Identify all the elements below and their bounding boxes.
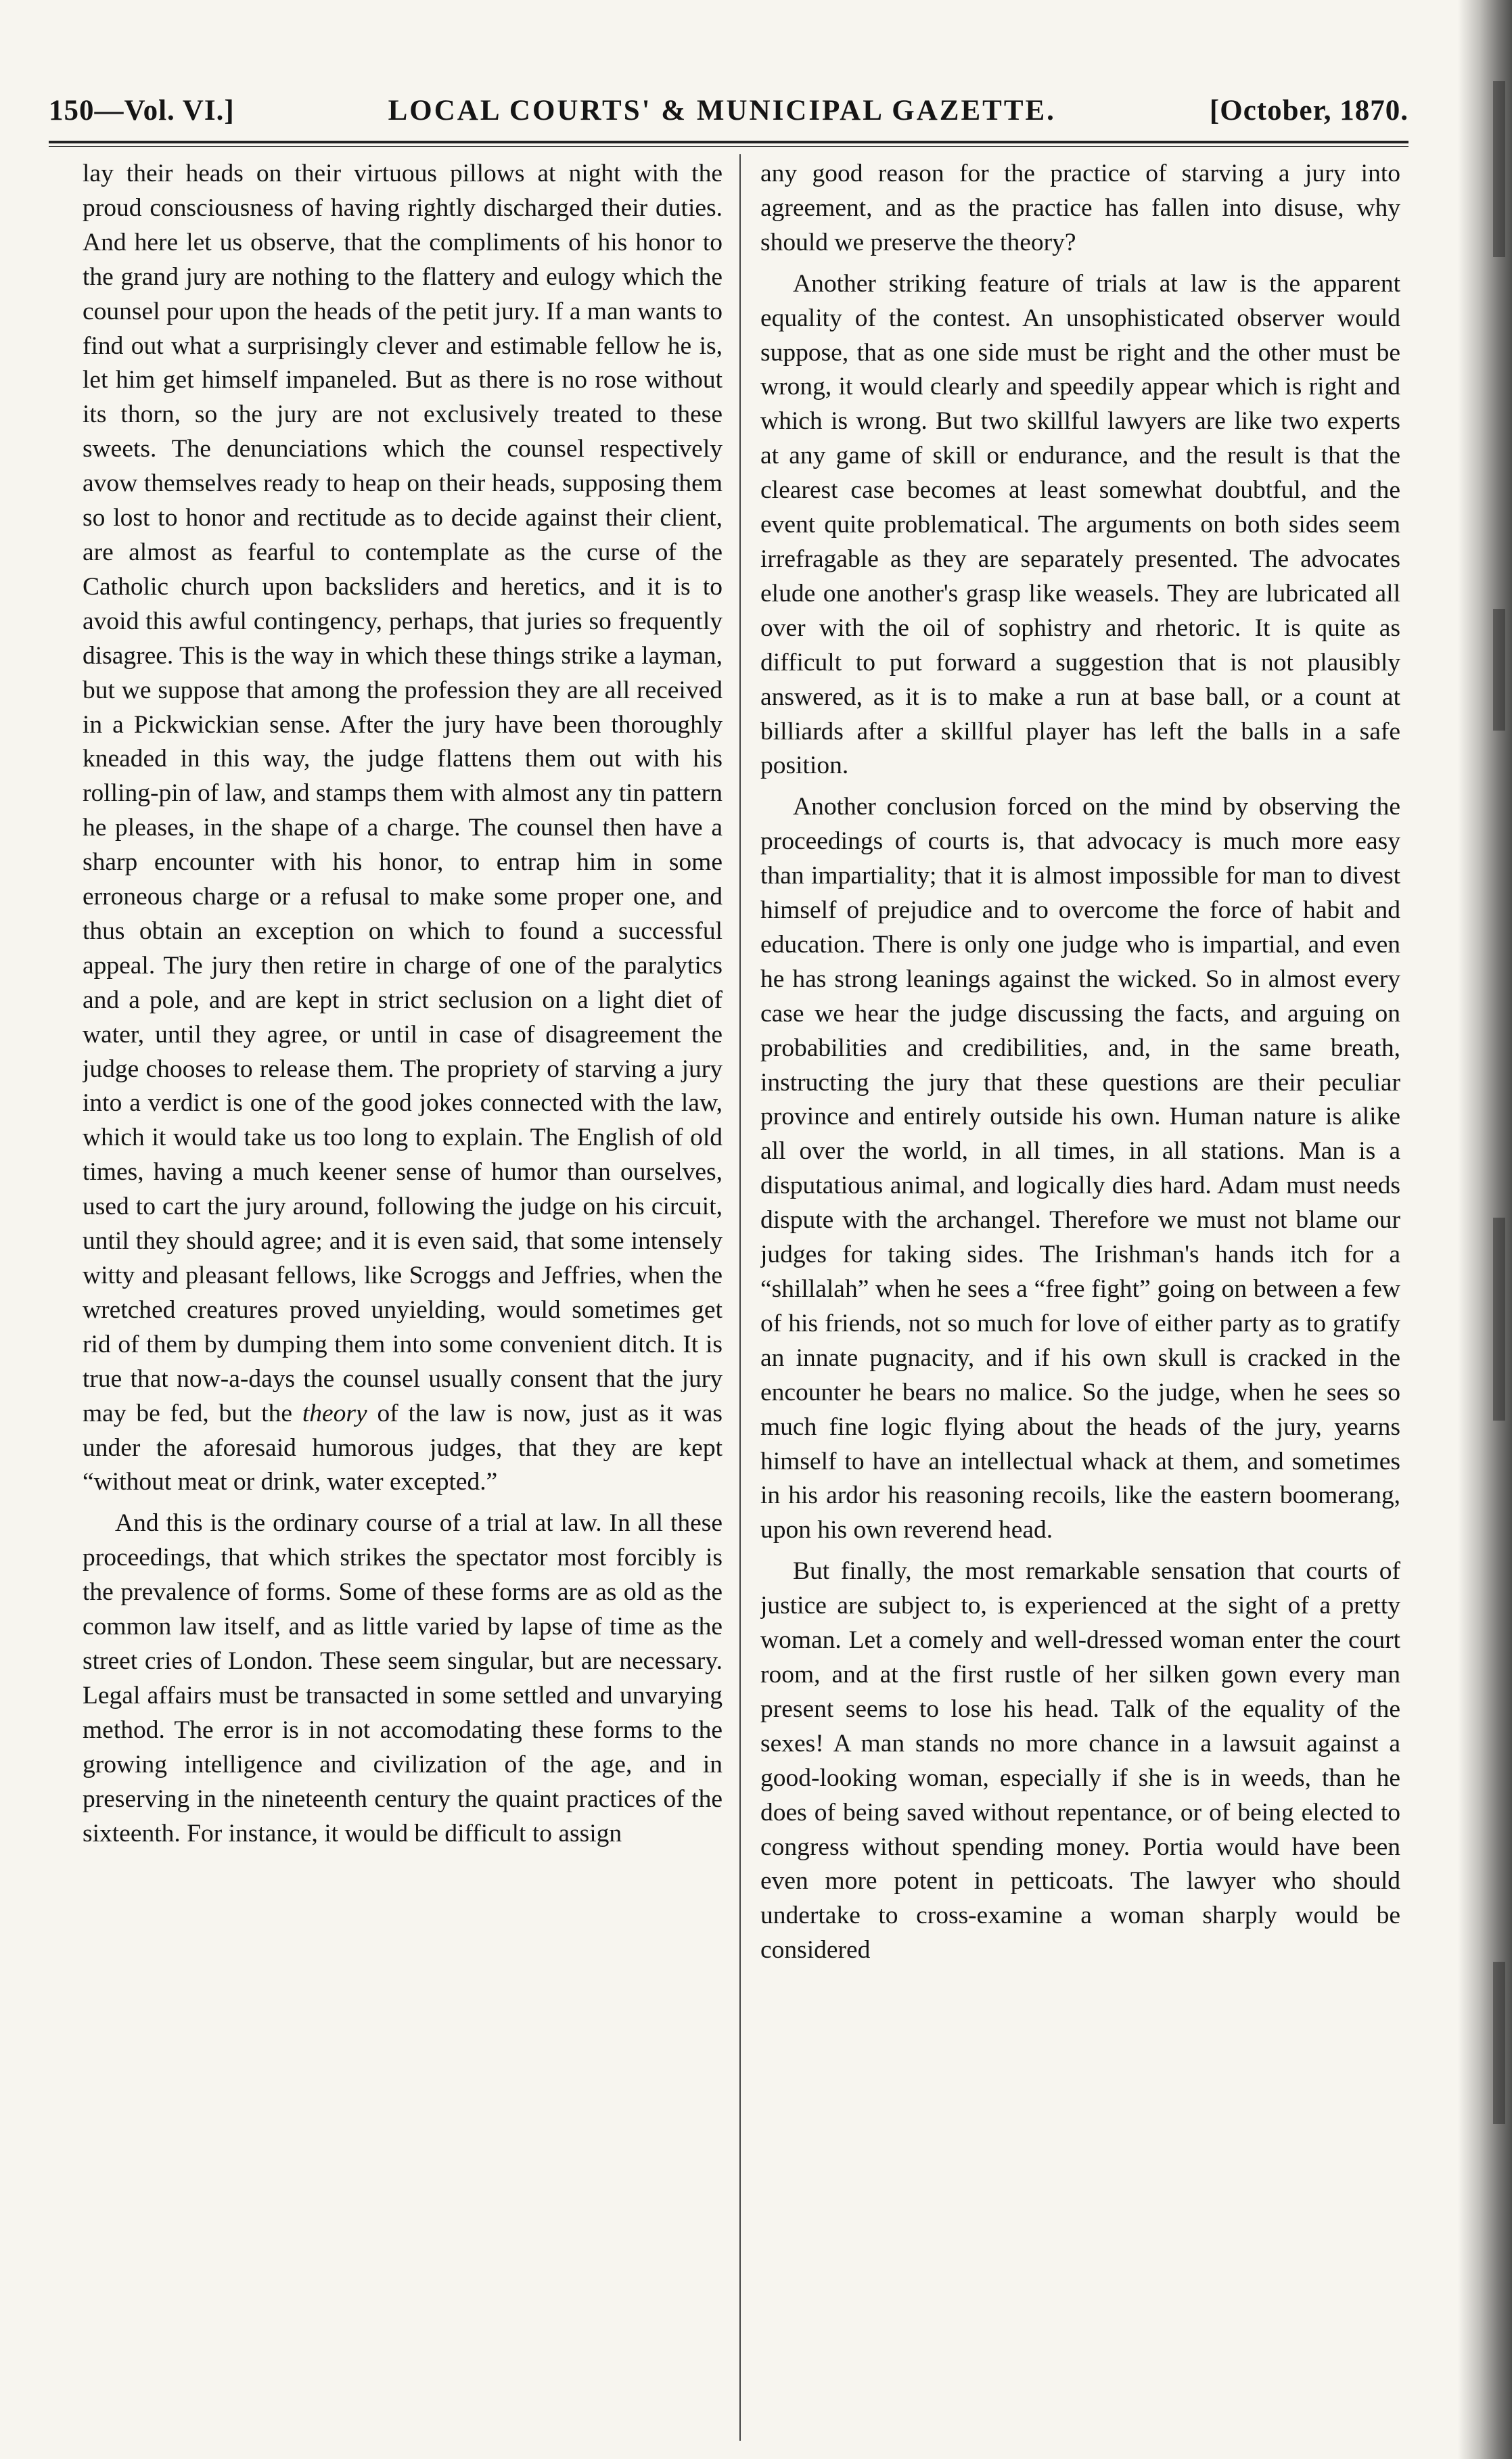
left-paragraph-1 [83, 157, 723, 1500]
left-paragraph-1-text: lay their heads on their virtuous pillows at night with the proud consciousness of having rightly discharged their duties. And here let us observe, that the compliments of his honor to the grand jury are nothing to the flattery and eulogy which the counsel pour upon the heads of the petit jury. If a man wants to find out what a surprisingly clever and estimable fellow he is, let him get himself impaneled. But as there is no rose without its thorn, so the jury are not exclusively treated to these sweets. The denunciations which the counsel respectively avow themselves ready to heap on their heads, supposing them so lost to honor and rectitude as to decide against their client, are almost as fearful to contemplate as the curse of the Catholic church upon backsliders and heretics, and it is to avoid this awful contingency, perhaps, that juries so frequently disagree. This is the way in which these things strike a layman, but we suppose that among the profession they are all received in a Pickwickian sense. After the jury have been thoroughly kneaded in this way, the judge flattens them out with his rolling-pin of law, and stamps them with almost any tin pattern he pleases, in the shape of a charge. The counsel then have a sharp encounter with his honor, to entrap him in some erroneous charge or a refusal to make some proper one, and thus obtain an exception on which to found a successful appeal. The jury then retire in charge of one of the paralytics and a pole, and are kept in strict seclusion on a light diet of water, until they agree, or until in case of disagreement the judge chooses to release them. The propriety of starving a jury into a verdict is one of the good jokes connected with the law, which it would take us too long to explain. The English of old times, having a much keener sense of humor than ourselves, used to cart the jury around, following the judge on his circuit, until they should agree; and it is even said, that some intensely witty and pleasant fellows, like Scroggs and Jeffries, when the wretched creatures proved unyielding, would sometimes get rid of them by dumping them into some convenient ditch. It is true that now-a-days the counsel usually consent that the jury may be fed, but the [83, 160, 723, 1427]
header-rule-thin [49, 146, 1408, 147]
left-paragraph-2: And this is the ordinary course of a trial at law. In all these proceedings, that which strikes the spectator most forcibly is the prevalence of forms. Some of these forms are as old as the common law itself, and as little varied by lapse of time as the street cries of London. These seem singular, but are necessary. Legal affairs must be transacted in some settled and unvarying method. The error is in not accomodating these forms to the growing intelligence and civilization of the age, and in preserving in the nineteenth century the quaint practices of the sixteenth. For instance, it would be difficult to assign [83, 1509, 723, 1847]
header-page-volume: 150—Vol. VI.] [49, 94, 235, 127]
scan-edge-mark [1493, 81, 1505, 257]
right-paragraph-1: any good reason for the practice of starving a jury into agreement, and as the practice has fallen into disuse, why should we preserve the theory? [760, 160, 1400, 256]
left-paragraph-1-italic-theory: theory [302, 1399, 367, 1427]
left-paragraph-1-end: of the law is now, just as it was under the aforesaid humorous judges, that they are kept “without meat or drink, water excepted.” [83, 1399, 723, 1496]
left-column [83, 157, 723, 2440]
scan-edge-mark [1493, 609, 1505, 731]
header-rule-thick [49, 141, 1408, 143]
right-paragraph-2: Another striking feature of trials at law is the apparent equality of the contest. An unsophisticated observer would suppose, that as one side must be right and the other must be wrong, it would clearly and speedily appear which is right and which is wrong. But two skillful lawyers are like two experts at any game of skill or endurance, and the result is that the clearest case becomes at least somewhat doubtful, and the event quite problematical. The arguments on both sides seem irrefragable as they are separately presented. The advocates elude one another's grasp like weasels. They are lubricated all over with the oil of sophistry and rhetoric. It is quite as difficult to put forward a suggestion that is not plausibly answered, as it is to make a run at base ball, or a count at billiards after a skillful player has left the balls in a safe position. [760, 269, 1400, 780]
right-column [760, 157, 1400, 2440]
column-divider [739, 154, 741, 2441]
scan-edge-mark [1493, 1218, 1505, 1421]
right-paragraph-3: Another conclusion forced on the mind by observing the proceedings of courts is, that advocacy is much more easy than impartiality; that it is almost impossible for man to divest himself of prejudice and to overcome the force of habit and education. There is only one judge who is impartial, and even he has strong leanings against the wicked. So in almost every case we hear the judge discussing the facts, and arguing on probabilities and credibilities, and, in the same breath, instructing the jury that these questions are their peculiar province and entirely outside his own. Human nature is alike all over the world, in all times, in all stations. Man is a disputatious animal, and logically dies hard. Adam must needs dispute with the archangel. Therefore we must not blame our judges for taking sides. The Irishman's hands itch for a “shillalah” when he sees a “free fight” going on between a few of his friends, not so much for love of either party as to gratify an innate pugnacity, and if his own skull is cracked in the encounter he bears no malice. So the judge, when he sees so much fine logic flying about the heads of the jury, yearns himself to have an intellectual whack at them, and sometimes in his ardor his reasoning recoils, like the eastern boomerang, upon his own reverend head. [760, 793, 1400, 1544]
scan-edge-mark [1493, 1962, 1505, 2124]
header-publication-title: LOCAL COURTS' & MUNICIPAL GAZETTE. [388, 94, 1056, 127]
page-header [49, 87, 1408, 134]
header-date: [October, 1870. [1209, 94, 1408, 127]
right-paragraph-4: But finally, the most remarkable sensation that courts of justice are subject to, is experienced at the sight of a pretty woman. Let a comely and well-dressed woman enter the court room, and at the first rustle of her silken gown every man present seems to lose his head. Talk of the equality of the sexes! A man stands no more chance in a lawsuit against a good-looking woman, especially if she is in weeds, than he does of being saved without repentance, or of being elected to congress without spending money. Portia would have been even more potent in petticoats. The lawyer who should undertake to cross-examine a woman sharply would be considered [760, 1557, 1400, 1964]
